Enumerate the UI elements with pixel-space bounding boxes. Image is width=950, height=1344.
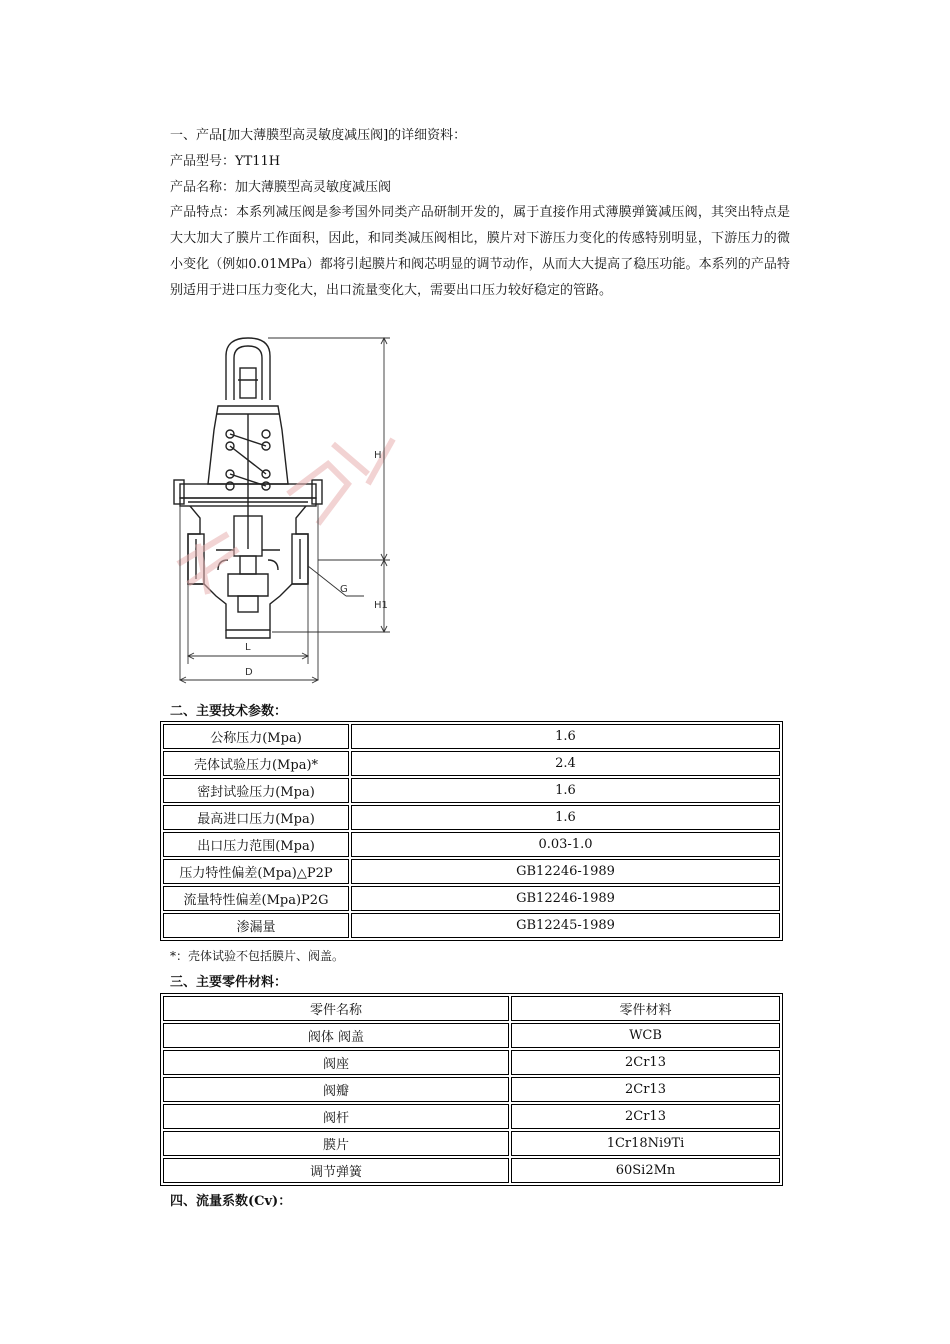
table-key-cell: 膜片	[163, 1131, 509, 1156]
table-key-cell: 公称压力(Mpa)	[163, 724, 349, 749]
table-key-cell: 出口压力范围(Mpa)	[163, 832, 349, 857]
table-key-cell: 阀杆	[163, 1104, 509, 1129]
table-header-cell: 零件材料	[511, 996, 780, 1021]
table-value-cell: 2Cr13	[511, 1050, 780, 1075]
table-value-cell: 2Cr13	[511, 1104, 780, 1129]
product-model: 产品型号：YT11H	[170, 154, 281, 169]
table-row	[163, 778, 780, 803]
table-row	[163, 1104, 780, 1129]
table-key-cell: 渗漏量	[163, 913, 349, 938]
table-row	[163, 859, 780, 884]
table-key-cell: 最高进口压力(Mpa)	[163, 805, 349, 830]
table-key-cell: 调节弹簧	[163, 1158, 509, 1183]
table-row	[163, 886, 780, 911]
table-value-cell: 2.4	[351, 751, 780, 776]
dim-label-g: G	[340, 584, 348, 595]
table-row	[163, 805, 780, 830]
table-row	[163, 1158, 780, 1183]
table-key-cell: 压力特性偏差(Mpa)△P2P	[163, 859, 349, 884]
table-key-cell: 流量特性偏差(Mpa)P2G	[163, 886, 349, 911]
table-key-cell: 壳体试验压力(Mpa)*	[163, 751, 349, 776]
table-value-cell: 0.03-1.0	[351, 832, 780, 857]
intro-heading: 一、产品[加大薄膜型高灵敏度减压阀]的详细资料：	[170, 128, 467, 143]
valve-drawing	[168, 334, 408, 686]
table-row	[163, 751, 780, 776]
params-heading: 二、主要技术参数：	[170, 704, 288, 719]
table-value-cell: 60Si2Mn	[511, 1158, 780, 1183]
materials-table	[160, 993, 783, 1186]
table-value-cell: 1.6	[351, 778, 780, 803]
table-value-cell: 1.6	[351, 805, 780, 830]
product-name: 产品名称：加大薄膜型高灵敏度减压阀	[170, 180, 392, 195]
params-note: *：壳体试验不包括膜片、阀盖。	[170, 949, 345, 963]
product-features: 产品特点：本系列减压阀是参考国外同类产品研制开发的，属于直接作用式薄膜弹簧减压阀，其突出特点是大大加大了膜片工作面积，因此，和同类减压阀相比，膜片对下游压力变化的传感特别明显，下游压力的微小变化（例如0.01MPa）都将引起膜片和阀芯明显的调节动作，从而大大提高了稳压功能。本系列的产品特别适用于进口压力变化大，出口流量变化大，需要出口压力较好稳定的管路。	[170, 205, 790, 298]
table-header-cell: 零件名称	[163, 996, 509, 1021]
dim-label-h1: H1	[374, 600, 388, 611]
flow-heading: 四、流量系数(Cv)：	[170, 1194, 292, 1209]
table-value-cell: WCB	[511, 1023, 780, 1048]
table-key-cell: 阀体 阀盖	[163, 1023, 509, 1048]
table-value-cell: 1.6	[351, 724, 780, 749]
table-row	[163, 913, 780, 938]
materials-heading: 三、主要零件材料：	[170, 975, 288, 990]
table-value-cell: 1Cr18Ni9Ti	[511, 1131, 780, 1156]
dim-label-l: L	[245, 642, 251, 653]
table-value-cell: GB12246-1989	[351, 859, 780, 884]
table-value-cell: 2Cr13	[511, 1077, 780, 1102]
dim-label-d: D	[245, 667, 253, 678]
table-row	[163, 1023, 780, 1048]
table-key-cell: 阀座	[163, 1050, 509, 1075]
table-value-cell: GB12245-1989	[351, 913, 780, 938]
table-row	[163, 1077, 780, 1102]
table-row	[163, 1050, 780, 1075]
table-row	[163, 1131, 780, 1156]
table-value-cell: GB12246-1989	[351, 886, 780, 911]
table-row	[163, 724, 780, 749]
table-key-cell: 密封试验压力(Mpa)	[163, 778, 349, 803]
params-table	[160, 721, 783, 941]
table-key-cell: 阀瓣	[163, 1077, 509, 1102]
dim-label-h: H	[374, 450, 382, 461]
table-row	[163, 832, 780, 857]
table-header-row	[163, 996, 780, 1021]
